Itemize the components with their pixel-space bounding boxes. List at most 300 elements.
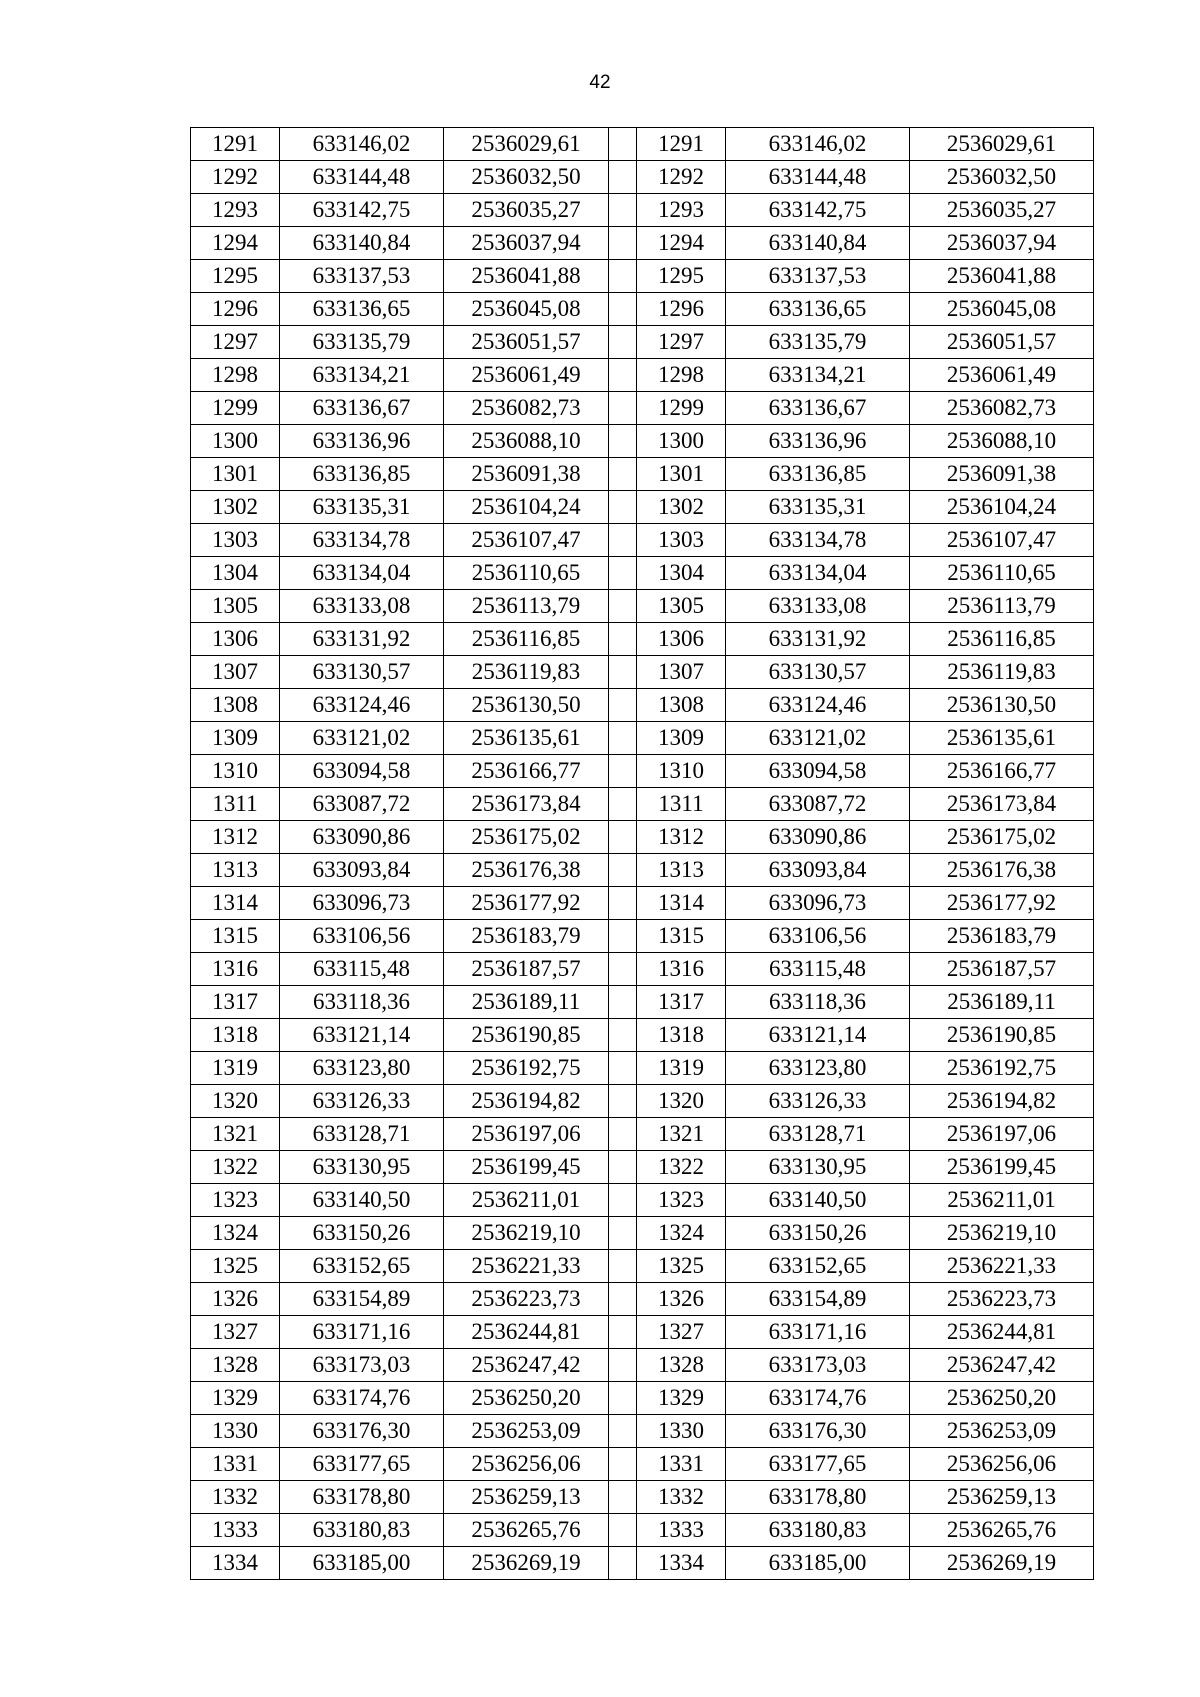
y-coordinate-cell: 2536192,75 [444,1052,609,1085]
y-coordinate-cell: 2536037,94 [910,227,1094,260]
point-number-cell: 1327 [191,1316,280,1349]
table-row [191,689,1094,722]
point-number-cell: 1303 [191,524,280,557]
table-row [191,293,1094,326]
point-number-cell: 1324 [637,1217,726,1250]
empty-separator-cell [609,755,637,788]
empty-separator-cell [609,491,637,524]
y-coordinate-cell: 2536223,73 [444,1283,609,1316]
table-row [191,1514,1094,1547]
y-coordinate-cell: 2536211,01 [910,1184,1094,1217]
empty-separator-cell [609,392,637,425]
x-coordinate-cell: 633134,04 [726,557,910,590]
y-coordinate-cell: 2536221,33 [910,1250,1094,1283]
point-number-cell: 1316 [191,953,280,986]
empty-separator-cell [609,1448,637,1481]
y-coordinate-cell: 2536256,06 [910,1448,1094,1481]
point-number-cell: 1333 [637,1514,726,1547]
table-row [191,623,1094,656]
point-number-cell: 1302 [191,491,280,524]
table-row [191,227,1094,260]
point-number-cell: 1309 [637,722,726,755]
point-number-cell: 1334 [191,1547,280,1580]
x-coordinate-cell: 633123,80 [280,1052,444,1085]
x-coordinate-cell: 633150,26 [280,1217,444,1250]
point-number-cell: 1315 [637,920,726,953]
point-number-cell: 1325 [191,1250,280,1283]
x-coordinate-cell: 633174,76 [280,1382,444,1415]
x-coordinate-cell: 633146,02 [726,128,910,161]
x-coordinate-cell: 633115,48 [280,953,444,986]
x-coordinate-cell: 633133,08 [726,590,910,623]
x-coordinate-cell: 633130,57 [726,656,910,689]
point-number-cell: 1319 [637,1052,726,1085]
table-row [191,1448,1094,1481]
point-number-cell: 1326 [637,1283,726,1316]
y-coordinate-cell: 2536183,79 [444,920,609,953]
table-row [191,1316,1094,1349]
empty-separator-cell [609,920,637,953]
y-coordinate-cell: 2536041,88 [444,260,609,293]
x-coordinate-cell: 633180,83 [726,1514,910,1547]
y-coordinate-cell: 2536199,45 [910,1151,1094,1184]
point-number-cell: 1312 [637,821,726,854]
x-coordinate-cell: 633128,71 [726,1118,910,1151]
x-coordinate-cell: 633087,72 [726,788,910,821]
x-coordinate-cell: 633096,73 [726,887,910,920]
y-coordinate-cell: 2536253,09 [444,1415,609,1448]
x-coordinate-cell: 633144,48 [280,161,444,194]
point-number-cell: 1324 [191,1217,280,1250]
table-row [191,491,1094,524]
y-coordinate-cell: 2536032,50 [444,161,609,194]
y-coordinate-cell: 2536187,57 [910,953,1094,986]
y-coordinate-cell: 2536189,11 [910,986,1094,1019]
point-number-cell: 1322 [637,1151,726,1184]
y-coordinate-cell: 2536135,61 [910,722,1094,755]
table-row [191,1184,1094,1217]
point-number-cell: 1329 [191,1382,280,1415]
y-coordinate-cell: 2536061,49 [444,359,609,392]
x-coordinate-cell: 633180,83 [280,1514,444,1547]
y-coordinate-cell: 2536113,79 [910,590,1094,623]
y-coordinate-cell: 2536175,02 [444,821,609,854]
point-number-cell: 1306 [191,623,280,656]
point-number-cell: 1303 [637,524,726,557]
point-number-cell: 1313 [637,854,726,887]
x-coordinate-cell: 633140,84 [280,227,444,260]
point-number-cell: 1295 [637,260,726,293]
point-number-cell: 1316 [637,953,726,986]
x-coordinate-cell: 633121,02 [726,722,910,755]
x-coordinate-cell: 633118,36 [280,986,444,1019]
point-number-cell: 1323 [637,1184,726,1217]
point-number-cell: 1318 [191,1019,280,1052]
x-coordinate-cell: 633171,16 [726,1316,910,1349]
table-row [191,1481,1094,1514]
x-coordinate-cell: 633131,92 [280,623,444,656]
empty-separator-cell [609,1118,637,1151]
x-coordinate-cell: 633093,84 [726,854,910,887]
empty-separator-cell [609,1217,637,1250]
empty-separator-cell [609,293,637,326]
empty-separator-cell [609,524,637,557]
x-coordinate-cell: 633178,80 [726,1481,910,1514]
point-number-cell: 1330 [637,1415,726,1448]
empty-separator-cell [609,854,637,887]
y-coordinate-cell: 2536223,73 [910,1283,1094,1316]
empty-separator-cell [609,623,637,656]
y-coordinate-cell: 2536130,50 [910,689,1094,722]
y-coordinate-cell: 2536088,10 [910,425,1094,458]
point-number-cell: 1323 [191,1184,280,1217]
x-coordinate-cell: 633144,48 [726,161,910,194]
point-number-cell: 1297 [637,326,726,359]
point-number-cell: 1299 [637,392,726,425]
x-coordinate-cell: 633134,78 [280,524,444,557]
point-number-cell: 1305 [191,590,280,623]
y-coordinate-cell: 2536221,33 [444,1250,609,1283]
x-coordinate-cell: 633130,95 [726,1151,910,1184]
y-coordinate-cell: 2536175,02 [910,821,1094,854]
table-row [191,425,1094,458]
point-number-cell: 1325 [637,1250,726,1283]
page-number: 42 [589,72,611,93]
table-row [191,590,1094,623]
x-coordinate-cell: 633121,02 [280,722,444,755]
y-coordinate-cell: 2536107,47 [910,524,1094,557]
x-coordinate-cell: 633096,73 [280,887,444,920]
empty-separator-cell [609,1547,637,1580]
y-coordinate-cell: 2536035,27 [910,194,1094,227]
point-number-cell: 1332 [637,1481,726,1514]
y-coordinate-cell: 2536116,85 [444,623,609,656]
table-row [191,557,1094,590]
y-coordinate-cell: 2536130,50 [444,689,609,722]
y-coordinate-cell: 2536256,06 [444,1448,609,1481]
table-row [191,755,1094,788]
y-coordinate-cell: 2536250,20 [910,1382,1094,1415]
point-number-cell: 1307 [191,656,280,689]
point-number-cell: 1319 [191,1052,280,1085]
y-coordinate-cell: 2536119,83 [910,656,1094,689]
point-number-cell: 1321 [191,1118,280,1151]
table-row [191,986,1094,1019]
x-coordinate-cell: 633134,21 [726,359,910,392]
table-row [191,788,1094,821]
empty-separator-cell [609,821,637,854]
empty-separator-cell [609,1085,637,1118]
y-coordinate-cell: 2536177,92 [910,887,1094,920]
table-row [191,1547,1094,1580]
x-coordinate-cell: 633136,96 [280,425,444,458]
x-coordinate-cell: 633131,92 [726,623,910,656]
x-coordinate-cell: 633087,72 [280,788,444,821]
point-number-cell: 1304 [191,557,280,590]
x-coordinate-cell: 633106,56 [726,920,910,953]
empty-separator-cell [609,953,637,986]
y-coordinate-cell: 2536189,11 [444,986,609,1019]
x-coordinate-cell: 633137,53 [280,260,444,293]
x-coordinate-cell: 633137,53 [726,260,910,293]
y-coordinate-cell: 2536051,57 [910,326,1094,359]
x-coordinate-cell: 633173,03 [280,1349,444,1382]
y-coordinate-cell: 2536029,61 [444,128,609,161]
y-coordinate-cell: 2536088,10 [444,425,609,458]
empty-separator-cell [609,1514,637,1547]
table-row [191,1019,1094,1052]
y-coordinate-cell: 2536116,85 [910,623,1094,656]
point-number-cell: 1292 [191,161,280,194]
y-coordinate-cell: 2536173,84 [910,788,1094,821]
point-number-cell: 1331 [191,1448,280,1481]
x-coordinate-cell: 633135,79 [726,326,910,359]
x-coordinate-cell: 633140,50 [280,1184,444,1217]
y-coordinate-cell: 2536247,42 [444,1349,609,1382]
y-coordinate-cell: 2536190,85 [444,1019,609,1052]
y-coordinate-cell: 2536199,45 [444,1151,609,1184]
point-number-cell: 1327 [637,1316,726,1349]
table-row [191,1250,1094,1283]
x-coordinate-cell: 633128,71 [280,1118,444,1151]
point-number-cell: 1311 [191,788,280,821]
point-number-cell: 1305 [637,590,726,623]
empty-separator-cell [609,1019,637,1052]
y-coordinate-cell: 2536176,38 [910,854,1094,887]
table-row [191,722,1094,755]
point-number-cell: 1317 [191,986,280,1019]
x-coordinate-cell: 633134,78 [726,524,910,557]
point-number-cell: 1317 [637,986,726,1019]
x-coordinate-cell: 633126,33 [726,1085,910,1118]
y-coordinate-cell: 2536045,08 [910,293,1094,326]
x-coordinate-cell: 633093,84 [280,854,444,887]
point-number-cell: 1291 [191,128,280,161]
point-number-cell: 1309 [191,722,280,755]
y-coordinate-cell: 2536135,61 [444,722,609,755]
point-number-cell: 1307 [637,656,726,689]
x-coordinate-cell: 633106,56 [280,920,444,953]
y-coordinate-cell: 2536051,57 [444,326,609,359]
point-number-cell: 1308 [191,689,280,722]
y-coordinate-cell: 2536187,57 [444,953,609,986]
y-coordinate-cell: 2536104,24 [444,491,609,524]
table-row [191,326,1094,359]
point-number-cell: 1293 [191,194,280,227]
y-coordinate-cell: 2536211,01 [444,1184,609,1217]
point-number-cell: 1299 [191,392,280,425]
empty-separator-cell [609,722,637,755]
y-coordinate-cell: 2536035,27 [444,194,609,227]
x-coordinate-cell: 633130,95 [280,1151,444,1184]
x-coordinate-cell: 633136,65 [280,293,444,326]
x-coordinate-cell: 633136,65 [726,293,910,326]
x-coordinate-cell: 633134,04 [280,557,444,590]
y-coordinate-cell: 2536173,84 [444,788,609,821]
y-coordinate-cell: 2536110,65 [910,557,1094,590]
y-coordinate-cell: 2536259,13 [444,1481,609,1514]
x-coordinate-cell: 633136,67 [726,392,910,425]
point-number-cell: 1295 [191,260,280,293]
point-number-cell: 1297 [191,326,280,359]
x-coordinate-cell: 633124,46 [726,689,910,722]
empty-separator-cell [609,425,637,458]
y-coordinate-cell: 2536166,77 [910,755,1094,788]
y-coordinate-cell: 2536269,19 [444,1547,609,1580]
y-coordinate-cell: 2536253,09 [910,1415,1094,1448]
y-coordinate-cell: 2536032,50 [910,161,1094,194]
x-coordinate-cell: 633176,30 [280,1415,444,1448]
point-number-cell: 1331 [637,1448,726,1481]
table-row [191,953,1094,986]
y-coordinate-cell: 2536107,47 [444,524,609,557]
point-number-cell: 1333 [191,1514,280,1547]
x-coordinate-cell: 633177,65 [726,1448,910,1481]
point-number-cell: 1328 [637,1349,726,1382]
y-coordinate-cell: 2536244,81 [910,1316,1094,1349]
point-number-cell: 1320 [191,1085,280,1118]
y-coordinate-cell: 2536045,08 [444,293,609,326]
empty-separator-cell [609,326,637,359]
point-number-cell: 1314 [637,887,726,920]
point-number-cell: 1301 [637,458,726,491]
empty-separator-cell [609,161,637,194]
x-coordinate-cell: 633178,80 [280,1481,444,1514]
x-coordinate-cell: 633136,67 [280,392,444,425]
empty-separator-cell [609,458,637,491]
y-coordinate-cell: 2536082,73 [444,392,609,425]
point-number-cell: 1300 [637,425,726,458]
y-coordinate-cell: 2536250,20 [444,1382,609,1415]
point-number-cell: 1310 [637,755,726,788]
y-coordinate-cell: 2536091,38 [910,458,1094,491]
y-coordinate-cell: 2536183,79 [910,920,1094,953]
table-row [191,524,1094,557]
empty-separator-cell [609,1052,637,1085]
x-coordinate-cell: 633135,31 [280,491,444,524]
x-coordinate-cell: 633136,96 [726,425,910,458]
point-number-cell: 1320 [637,1085,726,1118]
point-number-cell: 1291 [637,128,726,161]
x-coordinate-cell: 633126,33 [280,1085,444,1118]
x-coordinate-cell: 633173,03 [726,1349,910,1382]
empty-separator-cell [609,1481,637,1514]
coordinates-table-body [191,128,1094,1580]
y-coordinate-cell: 2536247,42 [910,1349,1094,1382]
table-row [191,1283,1094,1316]
point-number-cell: 1293 [637,194,726,227]
empty-separator-cell [609,557,637,590]
point-number-cell: 1304 [637,557,726,590]
table-row [191,887,1094,920]
y-coordinate-cell: 2536269,19 [910,1547,1094,1580]
x-coordinate-cell: 633140,84 [726,227,910,260]
empty-separator-cell [609,1316,637,1349]
point-number-cell: 1315 [191,920,280,953]
table-row [191,458,1094,491]
table-row [191,656,1094,689]
x-coordinate-cell: 633118,36 [726,986,910,1019]
x-coordinate-cell: 633130,57 [280,656,444,689]
table-row [191,854,1094,887]
table-row [191,1415,1094,1448]
empty-separator-cell [609,887,637,920]
empty-separator-cell [609,359,637,392]
x-coordinate-cell: 633142,75 [280,194,444,227]
point-number-cell: 1314 [191,887,280,920]
point-number-cell: 1332 [191,1481,280,1514]
empty-separator-cell [609,590,637,623]
x-coordinate-cell: 633124,46 [280,689,444,722]
y-coordinate-cell: 2536197,06 [910,1118,1094,1151]
empty-separator-cell [609,194,637,227]
x-coordinate-cell: 633134,21 [280,359,444,392]
y-coordinate-cell: 2536194,82 [910,1085,1094,1118]
table-row [191,260,1094,293]
table-row [191,1382,1094,1415]
point-number-cell: 1302 [637,491,726,524]
x-coordinate-cell: 633152,65 [726,1250,910,1283]
x-coordinate-cell: 633146,02 [280,128,444,161]
y-coordinate-cell: 2536061,49 [910,359,1094,392]
x-coordinate-cell: 633136,85 [280,458,444,491]
y-coordinate-cell: 2536197,06 [444,1118,609,1151]
point-number-cell: 1322 [191,1151,280,1184]
y-coordinate-cell: 2536082,73 [910,392,1094,425]
table-row [191,194,1094,227]
x-coordinate-cell: 633123,80 [726,1052,910,1085]
x-coordinate-cell: 633094,58 [280,755,444,788]
x-coordinate-cell: 633142,75 [726,194,910,227]
x-coordinate-cell: 633152,65 [280,1250,444,1283]
x-coordinate-cell: 633154,89 [280,1283,444,1316]
y-coordinate-cell: 2536104,24 [910,491,1094,524]
empty-separator-cell [609,1283,637,1316]
point-number-cell: 1306 [637,623,726,656]
y-coordinate-cell: 2536265,76 [910,1514,1094,1547]
point-number-cell: 1294 [191,227,280,260]
x-coordinate-cell: 633140,50 [726,1184,910,1217]
y-coordinate-cell: 2536091,38 [444,458,609,491]
point-number-cell: 1296 [191,293,280,326]
y-coordinate-cell: 2536166,77 [444,755,609,788]
table-row [191,920,1094,953]
x-coordinate-cell: 633135,31 [726,491,910,524]
table-row [191,1151,1094,1184]
x-coordinate-cell: 633133,08 [280,590,444,623]
empty-separator-cell [609,128,637,161]
empty-separator-cell [609,1151,637,1184]
y-coordinate-cell: 2536037,94 [444,227,609,260]
y-coordinate-cell: 2536219,10 [910,1217,1094,1250]
table-row [191,821,1094,854]
table-row [191,1052,1094,1085]
point-number-cell: 1311 [637,788,726,821]
y-coordinate-cell: 2536192,75 [910,1052,1094,1085]
point-number-cell: 1310 [191,755,280,788]
table-row [191,1217,1094,1250]
point-number-cell: 1328 [191,1349,280,1382]
y-coordinate-cell: 2536177,92 [444,887,609,920]
y-coordinate-cell: 2536029,61 [910,128,1094,161]
empty-separator-cell [609,1349,637,1382]
y-coordinate-cell: 2536259,13 [910,1481,1094,1514]
x-coordinate-cell: 633094,58 [726,755,910,788]
point-number-cell: 1321 [637,1118,726,1151]
point-number-cell: 1308 [637,689,726,722]
point-number-cell: 1318 [637,1019,726,1052]
table-row [191,392,1094,425]
